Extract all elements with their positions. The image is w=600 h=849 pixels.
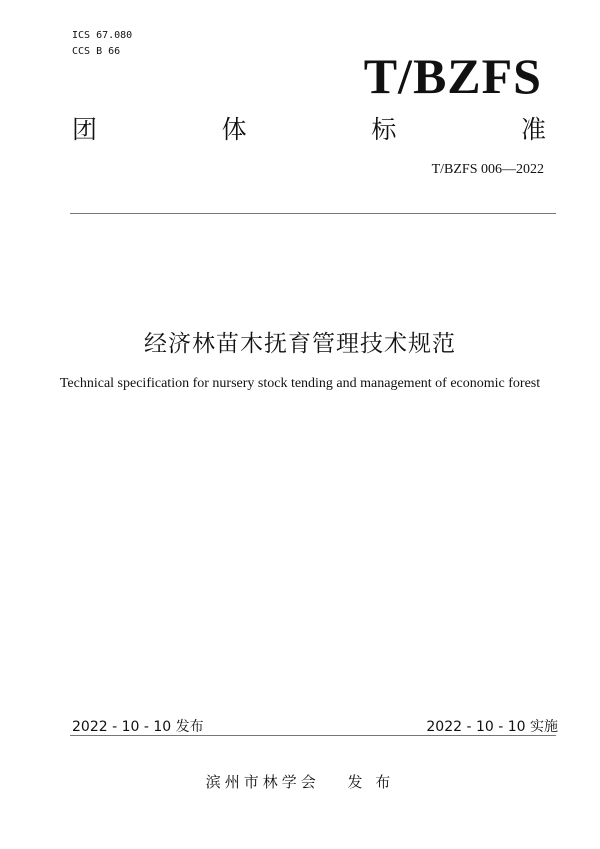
organization-code: T/BZFS (363, 48, 542, 104)
ics-code: ICS 67.080 (72, 30, 133, 41)
standard-type (72, 114, 546, 146)
bottom-divider (70, 735, 556, 736)
standard-number: T/BZFS 006—2022 (431, 162, 544, 177)
top-divider (70, 213, 556, 214)
title-chinese: 经济林苗木抚育管理技术规范 (144, 331, 456, 357)
effective-date: 2022 - 10 - 10 实施 (426, 719, 558, 735)
title-english: Technical specification for nursery stock tending and management of economic forest (59, 376, 541, 391)
standard-type-char: 体 (221, 115, 247, 144)
standard-type-char: 标 (371, 115, 397, 144)
issue-date: 2022 - 10 - 10 发布 (72, 719, 204, 735)
publisher: 滨州市林学会 发 布 (205, 773, 395, 791)
standard-type-char: 准 (520, 115, 546, 144)
standard-type-char: 团 (72, 115, 98, 144)
ccs-code: CCS B 66 (72, 46, 121, 57)
